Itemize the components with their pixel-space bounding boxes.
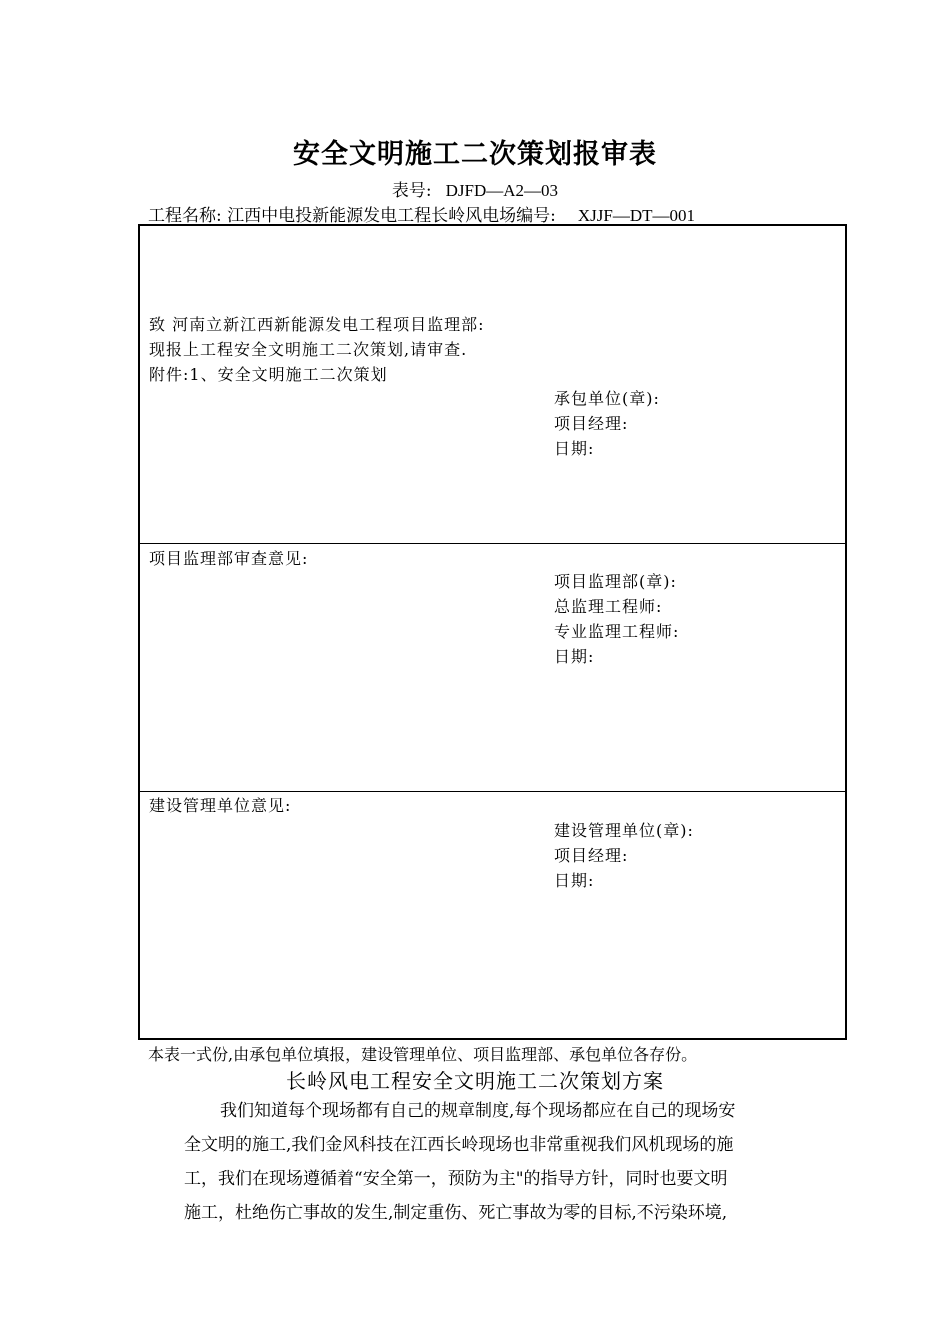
- supervision-opinion-heading: 项目监理部审查意见:: [149, 549, 309, 568]
- paragraph-line: 施工，杜绝伤亡事故的发生,制定重伤、死亡事故为零的目标,不污染环境,: [184, 1203, 728, 1223]
- supervision-seal-field: 项目监理部(章):: [554, 572, 677, 591]
- specialist-engineer-field: 专业监理工程师:: [554, 622, 680, 641]
- paragraph-line: 工，我们在现场遵循着“安全第一，预防为主"的指导方针，同时也要文明: [184, 1169, 728, 1189]
- date-field: 日期:: [554, 647, 595, 666]
- chief-engineer-field: 总监理工程师:: [554, 597, 663, 616]
- row-divider: [140, 791, 845, 792]
- submit-line: 现报上工程安全文明施工二次策划,请审查.: [149, 340, 468, 359]
- page-title: 安全文明施工二次策划报审表: [293, 139, 657, 170]
- form-number-label: 表号:: [391, 181, 432, 201]
- plan-title: 长岭风电工程安全文明施工二次策划方案: [286, 1069, 664, 1093]
- project-line: [148, 201, 695, 226]
- contractor-seal-field: 承包单位(章):: [554, 389, 660, 408]
- project-label: 工程名称:: [148, 206, 222, 226]
- form-number-value: DJFD—A2—03: [445, 181, 559, 200]
- project-manager-field: 项目经理:: [554, 414, 629, 433]
- owner-seal-field: 建设管理单位(章):: [554, 821, 694, 840]
- date-field: 日期:: [554, 871, 595, 890]
- attachment-line: 附件:1、安全文明施工二次策划: [149, 365, 388, 384]
- project-manager-field: 项目经理:: [554, 846, 629, 865]
- date-field: 日期:: [554, 439, 595, 458]
- addressee-line: 致 河南立新江西新能源发电工程项目监理部:: [149, 315, 485, 334]
- paragraph-line: 我们知道每个现场都有自己的规章制度,每个现场都应在自己的现场安: [220, 1101, 736, 1121]
- code-label: 编号:: [516, 206, 556, 226]
- owner-opinion-heading: 建设管理单位意见:: [149, 796, 292, 815]
- footer-note: 本表一式份,由承包单位填报，建设管理单位、项目监理部、承包单位各存份。: [148, 1045, 698, 1064]
- paragraph-line: 全文明的施工,我们金风科技在江西长岭现场也非常重视我们风机现场的施: [184, 1135, 734, 1155]
- row-divider: [140, 543, 845, 544]
- approval-table: [138, 224, 847, 1040]
- project-name: 江西中电投新能源发电工程长岭风电场: [227, 206, 517, 226]
- code-value: XJJF—DT—001: [577, 206, 695, 225]
- form-number: [0, 176, 950, 201]
